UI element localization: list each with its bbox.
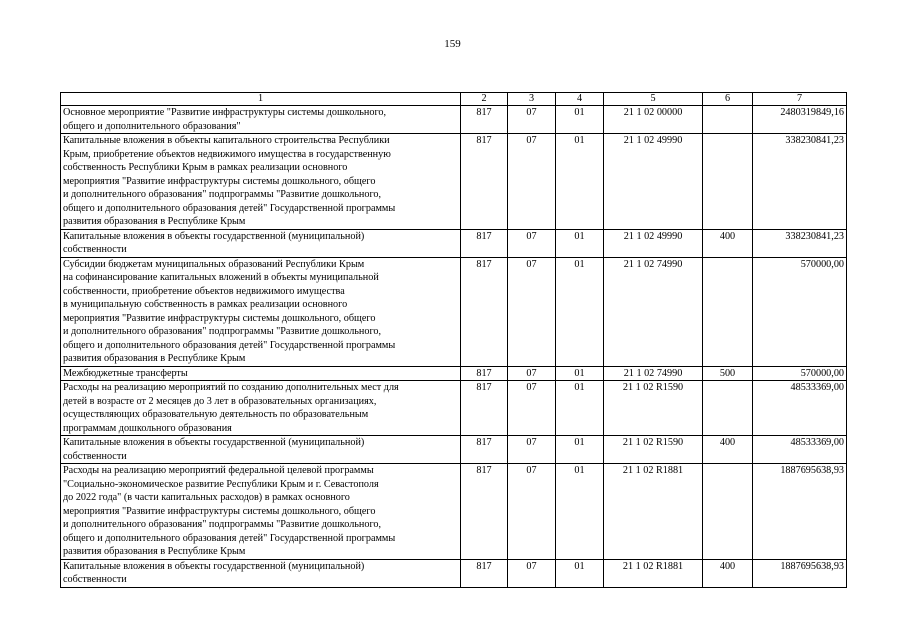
cell-ministry-code: 817 xyxy=(461,436,508,464)
header-col-4: 4 xyxy=(556,93,604,106)
cell-subsection-code: 01 xyxy=(556,106,604,134)
cell-target-article: 21 1 02 R1590 xyxy=(604,436,703,464)
row-description: Капитальные вложения в объекты государственной (муниципальной) собственности xyxy=(61,436,461,464)
header-col-6: 6 xyxy=(703,93,753,106)
row-description: Субсидии бюджетам муниципальных образований Республики Крым на софинансирование капитальных вложений в объекты муниципальной собственности, приобретение объектов недвижимого имущества в муниципальную собственность в рамках реализации основного мероприятия "Развитие инфраструктуры системы дошкольного, общего и дополнительного образования" подпрограммы "Развитие дошкольного, общего и дополнительного образования детей" Государственной программы развития образования в Республике Крым xyxy=(61,257,461,366)
cell-section-code: 07 xyxy=(508,381,556,436)
cell-subsection-code: 01 xyxy=(556,464,604,560)
table-row xyxy=(61,366,847,381)
header-col-2: 2 xyxy=(461,93,508,106)
cell-subsection-code: 01 xyxy=(556,559,604,587)
cell-section-code: 07 xyxy=(508,229,556,257)
cell-section-code: 07 xyxy=(508,464,556,560)
cell-expense-type: 400 xyxy=(703,436,753,464)
cell-expense-type: 400 xyxy=(703,229,753,257)
cell-expense-type xyxy=(703,381,753,436)
page-number: 159 xyxy=(444,38,461,50)
table-row xyxy=(61,134,847,230)
table-row xyxy=(61,381,847,436)
cell-ministry-code: 817 xyxy=(461,366,508,381)
budget-table xyxy=(60,92,847,588)
header-col-1: 1 xyxy=(61,93,461,106)
row-description: Межбюджетные трансферты xyxy=(61,366,461,381)
cell-ministry-code: 817 xyxy=(461,257,508,366)
table-row xyxy=(61,257,847,366)
cell-ministry-code: 817 xyxy=(461,106,508,134)
cell-amount: 570000,00 xyxy=(753,257,847,366)
cell-expense-type: 500 xyxy=(703,366,753,381)
cell-expense-type: 400 xyxy=(703,559,753,587)
cell-ministry-code: 817 xyxy=(461,381,508,436)
cell-amount: 338230841,23 xyxy=(753,229,847,257)
row-description: Капитальные вложения в объекты капитального строительства Республики Крым, приобретение объектов недвижимого имущества в государственную собственность Республики Крым в рамках реализации основного мероприятия "Развитие инфраструктуры системы дошкольного, общего и дополнительного образования" подпрограммы "Развитие дошкольного, общего и дополнительного образования детей" Государственной программы развития образования в Республике Крым xyxy=(61,134,461,230)
cell-subsection-code: 01 xyxy=(556,381,604,436)
header-col-3: 3 xyxy=(508,93,556,106)
cell-expense-type xyxy=(703,134,753,230)
cell-amount: 48533369,00 xyxy=(753,436,847,464)
row-description: Основное мероприятие "Развитие инфраструктуры системы дошкольного, общего и дополнительного образования" xyxy=(61,106,461,134)
cell-target-article: 21 1 02 49990 xyxy=(604,134,703,230)
table-row xyxy=(61,229,847,257)
header-row xyxy=(61,93,847,106)
cell-target-article: 21 1 02 74990 xyxy=(604,366,703,381)
cell-amount: 1887695638,93 xyxy=(753,464,847,560)
cell-target-article: 21 1 02 R1881 xyxy=(604,464,703,560)
cell-ministry-code: 817 xyxy=(461,134,508,230)
cell-amount: 570000,00 xyxy=(753,366,847,381)
cell-amount: 48533369,00 xyxy=(753,381,847,436)
cell-target-article: 21 1 02 74990 xyxy=(604,257,703,366)
cell-section-code: 07 xyxy=(508,436,556,464)
cell-ministry-code: 817 xyxy=(461,559,508,587)
row-description: Капитальные вложения в объекты государственной (муниципальной) собственности xyxy=(61,229,461,257)
row-description: Расходы на реализацию мероприятий по созданию дополнительных мест для детей в возрасте от 2 месяцев до 3 лет в образовательных организациях, осуществляющих образовательную деятельность по образовательным программам дошкольного образования xyxy=(61,381,461,436)
cell-subsection-code: 01 xyxy=(556,257,604,366)
cell-subsection-code: 01 xyxy=(556,134,604,230)
cell-section-code: 07 xyxy=(508,366,556,381)
cell-expense-type xyxy=(703,464,753,560)
row-description: Расходы на реализацию мероприятий федеральной целевой программы "Социально-экономическое развитие Республики Крым и г. Севастополя до 2022 года" (в части капитальных расходов) в рамках основного мероприятия "Развитие инфраструктуры системы дошкольного, общего и дополнительного образования" подпрограммы "Развитие дошкольного, общего и дополнительного образования детей" Государственной программы развития образования в Республике Крым xyxy=(61,464,461,560)
cell-target-article: 21 1 02 R1881 xyxy=(604,559,703,587)
cell-target-article: 21 1 02 R1590 xyxy=(604,381,703,436)
cell-expense-type xyxy=(703,257,753,366)
cell-amount: 338230841,23 xyxy=(753,134,847,230)
cell-amount: 1887695638,93 xyxy=(753,559,847,587)
header-col-7: 7 xyxy=(753,93,847,106)
table-row xyxy=(61,436,847,464)
cell-section-code: 07 xyxy=(508,134,556,230)
header-col-5: 5 xyxy=(604,93,703,106)
cell-subsection-code: 01 xyxy=(556,366,604,381)
cell-ministry-code: 817 xyxy=(461,229,508,257)
cell-section-code: 07 xyxy=(508,559,556,587)
cell-section-code: 07 xyxy=(508,106,556,134)
cell-subsection-code: 01 xyxy=(556,436,604,464)
cell-expense-type xyxy=(703,106,753,134)
cell-amount: 2480319849,16 xyxy=(753,106,847,134)
table-row xyxy=(61,559,847,587)
table-row xyxy=(61,464,847,560)
cell-target-article: 21 1 02 00000 xyxy=(604,106,703,134)
cell-target-article: 21 1 02 49990 xyxy=(604,229,703,257)
row-description: Капитальные вложения в объекты государственной (муниципальной) собственности xyxy=(61,559,461,587)
cell-section-code: 07 xyxy=(508,257,556,366)
table-row xyxy=(61,106,847,134)
cell-subsection-code: 01 xyxy=(556,229,604,257)
cell-ministry-code: 817 xyxy=(461,464,508,560)
